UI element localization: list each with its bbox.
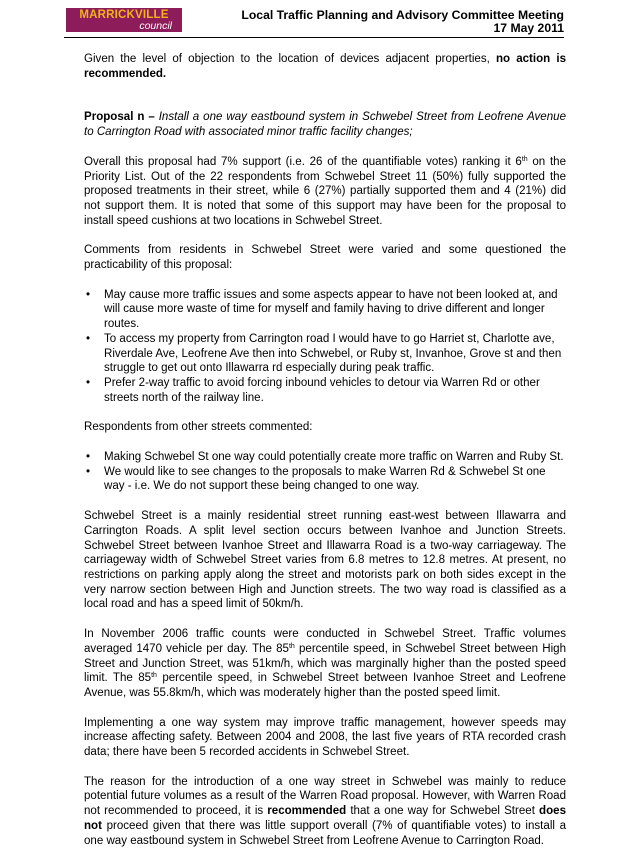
conclusion-text-3: proceed given that there was little support overall (7% of quantifiable votes) to install a one way eastbound system in Schwebel Street from Leofrene Avenue to Carrington Road. (84, 819, 566, 847)
support-text-1: Overall this proposal had 7% support (i.e. 26 of the quantifiable votes) ranking it 6 (84, 155, 522, 168)
council-logo (66, 8, 182, 32)
conclusion-bold-1: recommended (267, 805, 347, 818)
list-item: • Prefer 2-way traffic to avoid forcing inbound vehicles to detour via Warren Rd or other streets north of the railway line. (84, 376, 566, 405)
proposal-label: Proposal n – (84, 111, 159, 124)
support-paragraph (84, 155, 566, 229)
intro-paragraph (84, 52, 566, 81)
meeting-title: Local Traffic Planning and Advisory Committee Meeting (241, 8, 564, 22)
traffic-sup-1: th (288, 642, 295, 650)
traffic-sup-2: th (151, 672, 157, 680)
residents-intro: Comments from residents in Schwebel Street were varied and some questioned the practicability of this proposal: (84, 244, 566, 272)
traffic-text-3: percentile speed, in Schwebel Street between Ivanhoe Street and Leofrene Avenue, was 55.8km/h, which was moderately higher than the posted speed limit. (84, 672, 566, 699)
document-body (84, 52, 566, 848)
logo-name: MARRICKVILLE (79, 9, 169, 21)
others-comment-list (84, 450, 566, 494)
page-header (241, 9, 564, 35)
street-description-paragraph: Schwebel Street is a mainly residential street running east-west between Illawarra and Carrington Roads. A split level section occurs between Ivanhoe and Junction Streets. Schwebel Street between Ivanhoe Street and Illawarra Road is a two-way carriageway. The carriageway width of Schwebel Street varies from 6.8 metres to 12.8 metres. At present, no restrictions on parking apply along the street and motorists park on both sides except in the very narrow section between High and Junction streets. The two way road is classified as a local road and has a speed limit of 50km/h. (84, 510, 566, 611)
proposal-paragraph (84, 110, 566, 139)
traffic-text-1: In November 2006 traffic counts were conducted in Schwebel Street. Traffic volumes averaged 1470 vehicle per day. The 85 (84, 628, 566, 655)
safety-paragraph: Implementing a one way system may improve traffic management, however speeds may increase affecting safety. Between 2004 and 2008, the last five years of RTA recorded crash data; there have been 5 recorded accidents in Schwebel Street. (84, 716, 566, 759)
residents-comment-list (84, 288, 566, 406)
logo-subtitle: council (139, 20, 172, 32)
meeting-date: 17 May 2011 (493, 21, 564, 35)
others-intro: Respondents from other streets commented: (84, 421, 313, 434)
conclusion-text-1: The reason for the introduction of a one way street in Schwebel was mainly to reduce potential future volumes as a result of the Warren Road proposal. However, with Warren Road not recommended to proceed, it is (84, 775, 566, 818)
traffic-text-2: percentile speed, in Schwebel Street between High Street and Junction Street, was 51km/h, which was marginally higher than the posted speed limit. The 85 (84, 642, 566, 685)
intro-text: Given the level of objection to the location of devices adjacent properties, (84, 53, 496, 65)
support-text-2: on the Priority List. Out of the 22 respondents from Schwebel Street 11 (50%) fully supported the proposed treatments in their street, while 6 (27%) partially supported them and 4 (21%) did not support them. It is noted that some of this support may have been for the proposal to install speed cushions at two locations in Schwebel Street. (84, 155, 567, 227)
list-item: • Making Schwebel St one way could potentially create more traffic on Warren and Ruby St. (84, 450, 566, 465)
support-sup: th (521, 155, 528, 163)
list-item: • To access my property from Carrington road I would have to go Harriet st, Charlotte ave, Riverdale Ave, Leofrene Ave then into Schwebel, or Ruby st, Invanhoe, Grove st and then struggle to get out onto Illawarra rd especially during peak traffic. (84, 332, 566, 376)
conclusion-text-2: that a one way for Schwebel Street (346, 805, 540, 818)
intro-recommendation: no action is recommended. (84, 53, 566, 80)
proposal-description: Install a one way eastbound system in Schwebel Street from Leofrene Avenue to Carrington Road with associated minor traffic facility changes; (84, 111, 566, 139)
conclusion-bold-2: does not (84, 805, 566, 832)
list-item: • We would like to see changes to the proposals to make Warren Rd & Schwebel St one way - i.e. We do not support these being changed to one way. (84, 465, 566, 494)
conclusion-paragraph (84, 775, 566, 848)
header-rule (64, 37, 564, 38)
traffic-counts-paragraph (84, 627, 566, 701)
list-item: • May cause more traffic issues and some aspects appear to have not been looked at, and will cause more waste of time for myself and family having to drive different and longer routes. (84, 288, 566, 332)
